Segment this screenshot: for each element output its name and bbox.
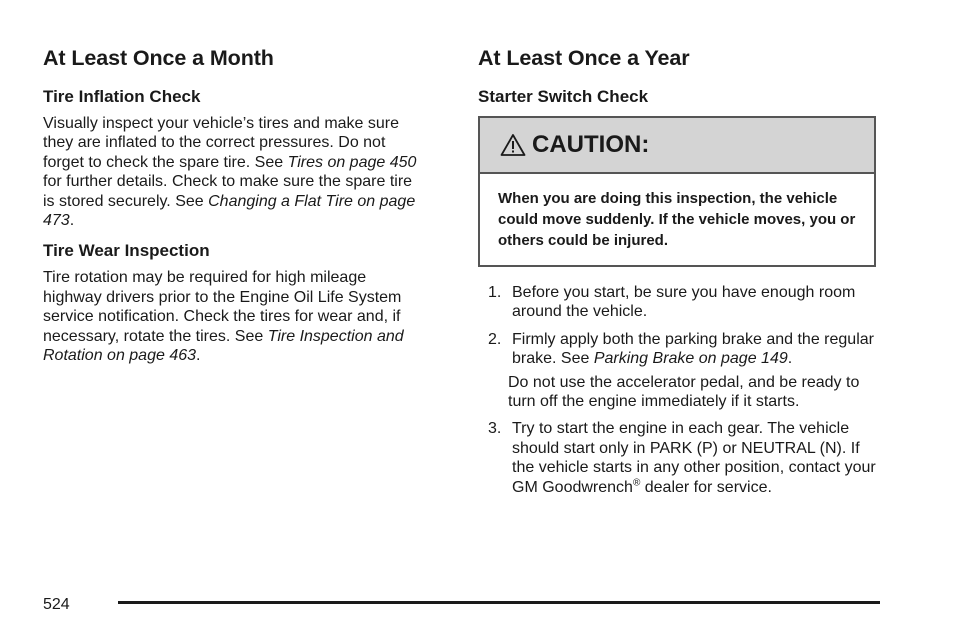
list-item	[478, 330, 880, 369]
caution-box	[478, 116, 876, 267]
registered-mark: ®	[632, 477, 641, 489]
section-title-month: At Least Once a Month	[43, 46, 274, 70]
steps-list	[478, 283, 880, 369]
right-column	[478, 44, 880, 505]
step-text: Firmly apply both the parking brake and the regular brake. See	[512, 330, 874, 368]
link-tire-inspection-rotation[interactable]: Tire Inspection and Rotation on page 463	[43, 327, 404, 365]
caution-text: When you are doing this inspection, the vehicle could move suddenly. If the vehicle moves, you or others could be injured.	[498, 190, 856, 249]
paragraph-tire-wear	[43, 268, 423, 365]
step-number: 2.	[488, 330, 502, 348]
list-item	[478, 419, 880, 497]
link-changing-flat-tire[interactable]: Changing a Flat Tire on page 473	[43, 192, 416, 230]
heading-tire-wear: Tire Wear Inspection	[43, 241, 210, 261]
text: for further details. Check to make sure the spare tire is stored securely. See	[43, 173, 413, 210]
text: dealer for service.	[640, 478, 772, 496]
step-number: 3.	[488, 420, 502, 438]
step-note: Do not use the accelerator pedal, and be ready to turn off the engine immediately if it starts.	[508, 373, 860, 411]
step-text: Before you start, be sure you have enough room around the vehicle.	[512, 284, 856, 321]
list-item	[478, 283, 880, 322]
link-tires[interactable]: Tires on page 450	[287, 153, 417, 171]
heading-starter-switch: Starter Switch Check	[478, 87, 649, 106]
page-number: 524	[43, 596, 70, 613]
caution-title: CAUTION:	[532, 131, 650, 158]
footer-rule	[118, 601, 880, 604]
steps-list-continued	[478, 419, 880, 497]
step-number: 1.	[488, 284, 502, 301]
section-title-year: At Least Once a Year	[478, 46, 690, 70]
link-parking-brake[interactable]: Parking Brake on page 149	[593, 350, 788, 368]
text: .	[196, 347, 201, 365]
step-text: Try to start the engine in each gear. The vehicle should start only in PARK (P) or NEUTRAL (N). If the vehicle starts in any other position, contact your GM Goodwrench	[512, 420, 876, 496]
left-column	[43, 44, 423, 375]
heading-tire-inflation: Tire Inflation Check	[43, 87, 201, 106]
text: Visually inspect your vehicle’s tires and make sure they are inflated to the correct pressures. Do not forget to check the spare tire. See	[43, 115, 400, 171]
text: Tire rotation may be required for high mileage highway drivers prior to the Engine Oil Life System service notification. Check the tires for wear and, if necessary, rotate the tires. See	[43, 269, 402, 345]
paragraph-tire-inflation	[43, 114, 423, 230]
warning-triangle-icon	[500, 133, 526, 157]
text: .	[787, 350, 793, 368]
text: .	[69, 212, 75, 230]
caution-header	[480, 118, 874, 174]
